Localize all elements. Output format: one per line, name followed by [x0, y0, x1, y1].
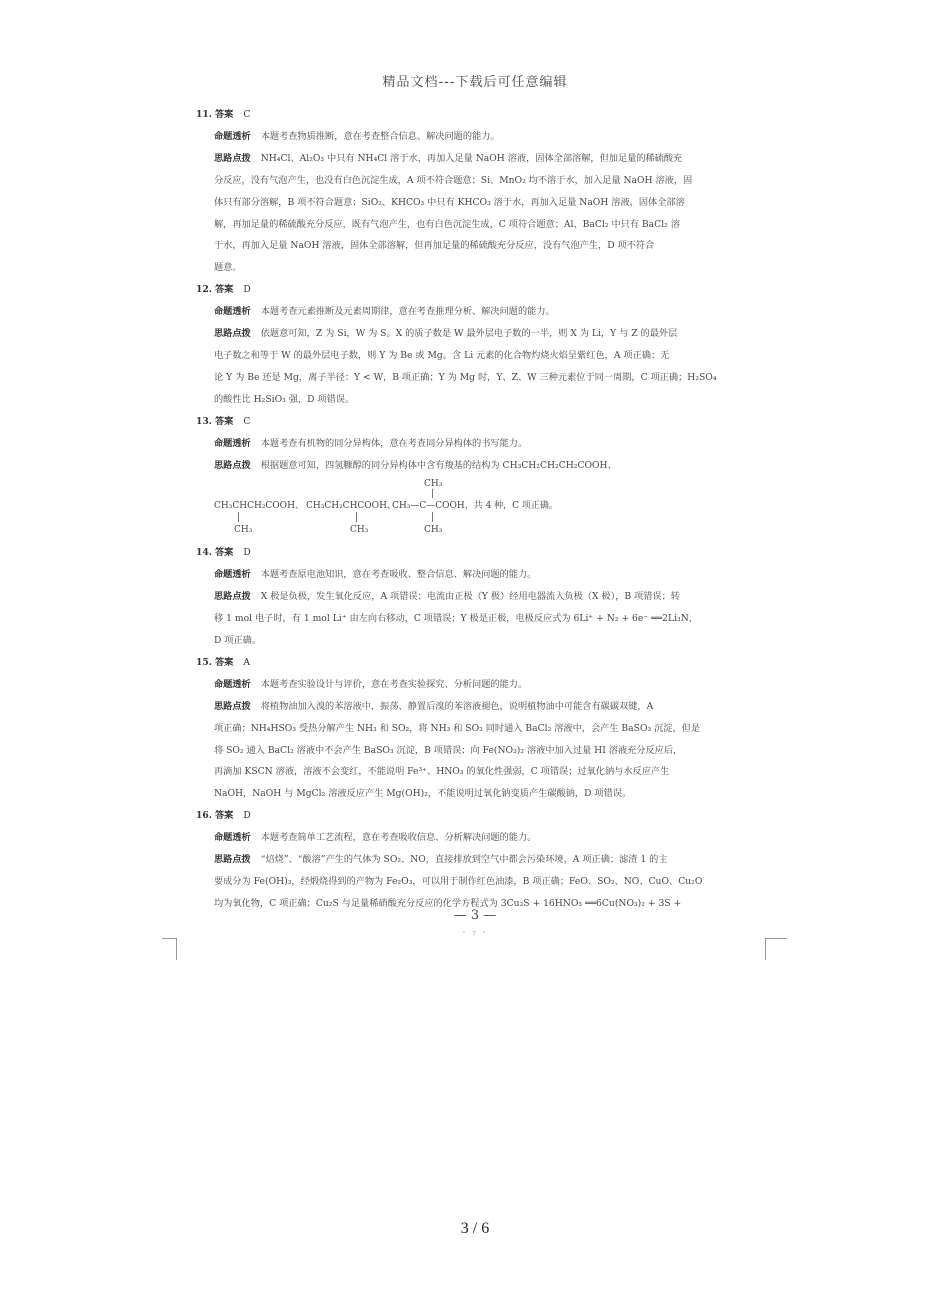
analysis-text: 本题考查实验设计与评价，意在考查实验探究、分析问题的能力。: [260, 678, 528, 690]
crop-mark-right-v: [765, 938, 766, 960]
hint-row: [196, 148, 756, 170]
hint-label: 思路点拨: [214, 591, 251, 603]
hint-row: [196, 586, 756, 608]
analysis-label: 命题透析: [214, 832, 251, 844]
hint-line: 根据题意可知，四氢糠醇的同分异构体中含有羧基的结构为 CH₃CH₂CH₂CH₂COOH、: [260, 459, 617, 471]
structure-3: CH₃—C—COOH，共 4 种，C 项正确。: [392, 501, 558, 512]
question-heading: [196, 542, 756, 564]
answer-label: 答案: [214, 284, 234, 296]
analysis-text: 本题考查元素推断及元素周期律，意在考查推理分析、解决问题的能力。: [260, 306, 555, 318]
scanned-answer-sheet: [196, 104, 756, 915]
crop-mark-left-h: [162, 938, 176, 939]
question-number: 11.: [196, 109, 212, 120]
hint-label: 思路点拨: [214, 854, 251, 866]
analysis-label: 命题透析: [214, 306, 251, 318]
isomer-structures: [214, 476, 756, 542]
question-heading: [196, 805, 756, 827]
hint-line: 依题意可知，Z 为 Si，W 为 S。X 的质子数是 W 最外层电子数的一半，则 X 为 Li，Y 与 Z 的最外层: [260, 328, 678, 340]
hint-line: X 极是负极，发生氧化反应，A 项错误；电流由正极（Y 极）经用电器流入负极（X 极），B 项错误；转: [260, 591, 680, 603]
analysis-text: 本题考查物质推断，意在考查整合信息、解决问题的能力。: [260, 130, 500, 142]
analysis-text: 本题考查简单工艺流程，意在考查吸收信息、分析解决问题的能力。: [260, 832, 537, 844]
answer-value: D: [243, 547, 251, 559]
hint-label: 思路点拨: [214, 152, 251, 164]
structure-2-branch: CH₃: [350, 525, 369, 536]
hint-line: 移 1 mol 电子时，有 1 mol Li⁺ 由左向右移动，C 项错误；Y 极是正极，电极反应式为 6Li⁺ + N₂ + 6e⁻ ══2Li₃N，: [214, 613, 698, 625]
structure-3-top: CH₃: [424, 479, 443, 490]
analysis-row: [196, 126, 756, 148]
hint-line: 体只有部分溶解，B 项不符合题意；SiO₂、KHCO₃ 中只有 KHCO₃ 溶于水，再加入足量 NaOH 溶液，固体全部溶: [214, 196, 685, 208]
structure-3-bottom: CH₃: [424, 525, 443, 536]
answer-label: 答案: [214, 547, 234, 559]
structure-2: CH₃CH₂CHCOOH、: [306, 501, 396, 512]
hint-line: 要成分为 Fe(OH)₃，经煅烧得到的产物为 Fe₂O₃，可以用于制作红色油漆，B 项正确；FeO、SO₂、NO、CuO、Cu₂O: [214, 876, 703, 887]
answer-value: C: [243, 109, 251, 120]
crop-mark-right-h: [765, 938, 787, 939]
hint-row: [196, 323, 756, 345]
question-number: 12.: [196, 284, 212, 296]
answer-value: D: [243, 284, 251, 296]
question-number: 14.: [196, 547, 212, 559]
analysis-text: 本题考查有机物的同分异构体，意在考查同分异构体的书写能力。: [260, 437, 528, 449]
analysis-row: [196, 827, 756, 849]
answer-label: 答案: [214, 656, 234, 668]
answer-value: D: [243, 810, 251, 822]
question-heading: [196, 104, 756, 126]
hint-line: 项正确；NH₄HSO₃ 受热分解产生 NH₃ 和 SO₂，将 NH₃ 和 SO₂ 同时通入 BaCl₂ 溶液中，会产生 BaSO₃ 沉淀，但是: [214, 722, 701, 734]
hint-row: [196, 455, 756, 477]
question-number: 16.: [196, 810, 212, 822]
hint-line: 再滴加 KSCN 溶液，溶液不会变红，不能说明 Fe³⁺、HNO₃ 的氧化性强弱，C 项错误；过氧化钠与水反应产生: [214, 766, 670, 778]
hint-line: 电子数之和等于 W 的最外层电子数，则 Y 为 Be 或 Mg。含 Li 元素的化合物灼烧火焰呈紫红色，A 项正确；无: [214, 349, 670, 361]
hint-line: 分反应，没有气泡产生，也没有白色沉淀生成，A 项不符合题意；Si、MnO₂ 均不溶于水，加入足量 NaOH 溶液，固: [214, 174, 693, 186]
answer-label: 答案: [214, 415, 234, 427]
question-heading: [196, 652, 756, 674]
hint-line: 的酸性比 H₂SiO₃ 强，D 项错误。: [214, 393, 355, 405]
analysis-row: [196, 301, 756, 323]
answer-label: 答案: [214, 109, 234, 120]
question-13: [196, 411, 756, 543]
question-16: [196, 805, 756, 915]
hint-label: 思路点拨: [214, 700, 251, 712]
scan-page-mark: · ₇ ·: [462, 928, 488, 938]
analysis-text: 本题考查原电池知识，意在考查吸收、整合信息、解决问题的能力。: [260, 569, 537, 581]
question-11: [196, 104, 756, 279]
question-heading: [196, 279, 756, 301]
hint-line: “焙烧”、“酸溶”产生的气体为 SO₂、NO，直接排放到空气中都会污染环境，A 项正确；滤渣 1 的主: [260, 854, 668, 866]
question-number: 15.: [196, 656, 212, 668]
analysis-label: 命题透析: [214, 437, 251, 449]
hint-line: 将 SO₂ 通入 BaCl₂ 溶液中不会产生 BaSO₃ 沉淀，B 项错误；向 Fe(NO₃)₂ 溶液中加入过量 HI 溶液充分反应后，: [214, 744, 683, 756]
hint-line: 于水，再加入足量 NaOH 溶液，固体全部溶解，但再加足量的稀硫酸充分反应，没有气泡产生，D 项不符合: [214, 240, 655, 252]
scan-page-number: — 3 —: [453, 908, 497, 923]
hint-label: 思路点拨: [214, 459, 251, 471]
answer-value: A: [243, 656, 250, 668]
analysis-row: [196, 564, 756, 586]
hint-line: 将植物油加入溴的苯溶液中，振荡、静置后溴的苯溶液褪色，说明植物油中可能含有碳碳双键，A: [260, 700, 654, 712]
question-12: [196, 279, 756, 410]
answer-value: C: [243, 415, 251, 427]
hint-line: NH₄Cl、Al₂O₃ 中只有 NH₄Cl 溶于水，再加入足量 NaOH 溶液，固体全部溶解，但加足量的稀硫酸充: [260, 152, 683, 164]
crop-mark-left-v: [176, 938, 177, 960]
analysis-label: 命题透析: [214, 130, 251, 142]
analysis-label: 命题透析: [214, 569, 251, 581]
hint-line: NaOH，NaOH 与 MgCl₂ 溶液反应产生 Mg(OH)₂，不能说明过氧化钠变质产生碳酸钠，D 项错误。: [214, 788, 632, 800]
hint-line: 均为氧化物，C 项正确；Cu₂S 与足量稀硝酸充分反应的化学方程式为 3Cu₂S + 16HNO₃ ══6Cu(NO₃)₂ + 3S +: [214, 897, 682, 909]
hint-row: [196, 696, 756, 718]
structure-1: CH₃CHCH₂COOH、: [214, 501, 304, 512]
document-header: 精品文档---下载后可任意编辑: [382, 75, 568, 90]
question-15: [196, 652, 756, 805]
question-heading: [196, 411, 756, 433]
page-footer: 3 / 6: [460, 1220, 490, 1237]
hint-line: 论 Y 为 Be 还是 Mg，离子半径：Y < W，B 项正确；Y 为 Mg 时，Y、Z、W 三种元素位于同一周期，C 项正确；H₂SO₄: [214, 371, 717, 383]
hint-row: [196, 849, 756, 871]
analysis-row: [196, 674, 756, 696]
analysis-row: [196, 433, 756, 455]
question-14: [196, 542, 756, 652]
question-number: 13.: [196, 415, 212, 427]
structure-1-branch: CH₃: [234, 525, 253, 536]
hint-line: 解，再加足量的稀硫酸充分反应，既有气泡产生，也有白色沉淀生成，C 项符合题意；Al、BaCl₂ 中只有 BaCl₂ 溶: [214, 218, 680, 230]
answer-label: 答案: [214, 810, 234, 822]
hint-line: 题意。: [214, 262, 242, 274]
hint-label: 思路点拨: [214, 328, 251, 340]
hint-line: D 项正确。: [214, 635, 262, 647]
analysis-label: 命题透析: [214, 678, 251, 690]
